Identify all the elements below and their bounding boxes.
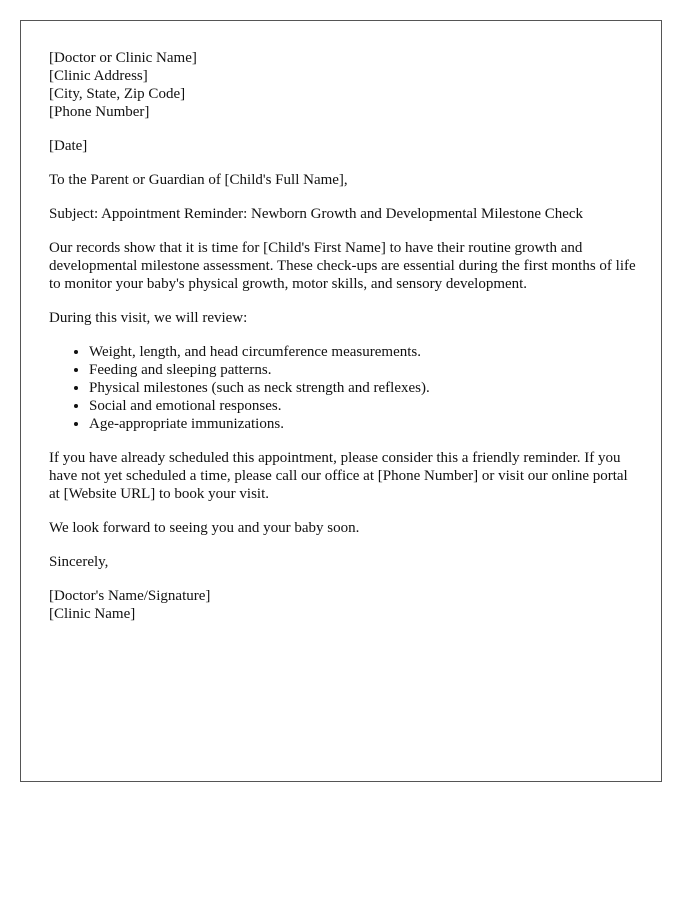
review-intro: During this visit, we will review: <box>49 310 248 326</box>
sender-phone: [Phone Number] <box>49 104 150 120</box>
signature-clinic: [Clinic Name] <box>49 606 136 622</box>
review-item-social-emotional: • Social and emotional responses. <box>89 397 639 415</box>
letter-date: [Date] <box>49 138 88 154</box>
review-item-physical-milestones: • Physical milestones (such as neck strength and reflexes). <box>89 379 639 397</box>
salutation: To the Parent or Guardian of [Child's Full Name], <box>49 172 348 188</box>
review-item-feeding: • Feeding and sleeping patterns. <box>89 361 639 379</box>
closing: Sincerely, <box>49 554 109 570</box>
letter-page <box>20 20 662 782</box>
letter-content <box>49 49 639 639</box>
subject-line: Subject: Appointment Reminder: Newborn Growth and Developmental Milestone Check <box>49 206 584 222</box>
review-item-immunizations: • Age-appropriate immunizations. <box>89 415 639 433</box>
intro-paragraph: Our records show that it is time for [Child's First Name] to have their routine growth and developmental milestone assessment. These check-ups are essential during the first months of life to monitor your baby's physical growth, motor skills, and sensory development. <box>49 240 636 292</box>
sender-block <box>49 49 639 121</box>
sender-address: [Clinic Address] <box>49 68 148 84</box>
reminder-paragraph: If you have already scheduled this appointment, please consider this a friendly reminder. If you have not yet scheduled a time, please call our office at [Phone Number] or visit our online portal at [Website URL] to book your visit. <box>49 450 628 502</box>
sender-city-state-zip: [City, State, Zip Code] <box>49 86 186 102</box>
review-list <box>49 343 639 433</box>
signature-block <box>49 587 639 623</box>
review-item-measurements: • Weight, length, and head circumference measurements. <box>89 343 639 361</box>
signature-name: [Doctor's Name/Signature] <box>49 588 211 604</box>
sender-name: [Doctor or Clinic Name] <box>49 50 197 66</box>
closing-line: We look forward to seeing you and your baby soon. <box>49 520 360 536</box>
